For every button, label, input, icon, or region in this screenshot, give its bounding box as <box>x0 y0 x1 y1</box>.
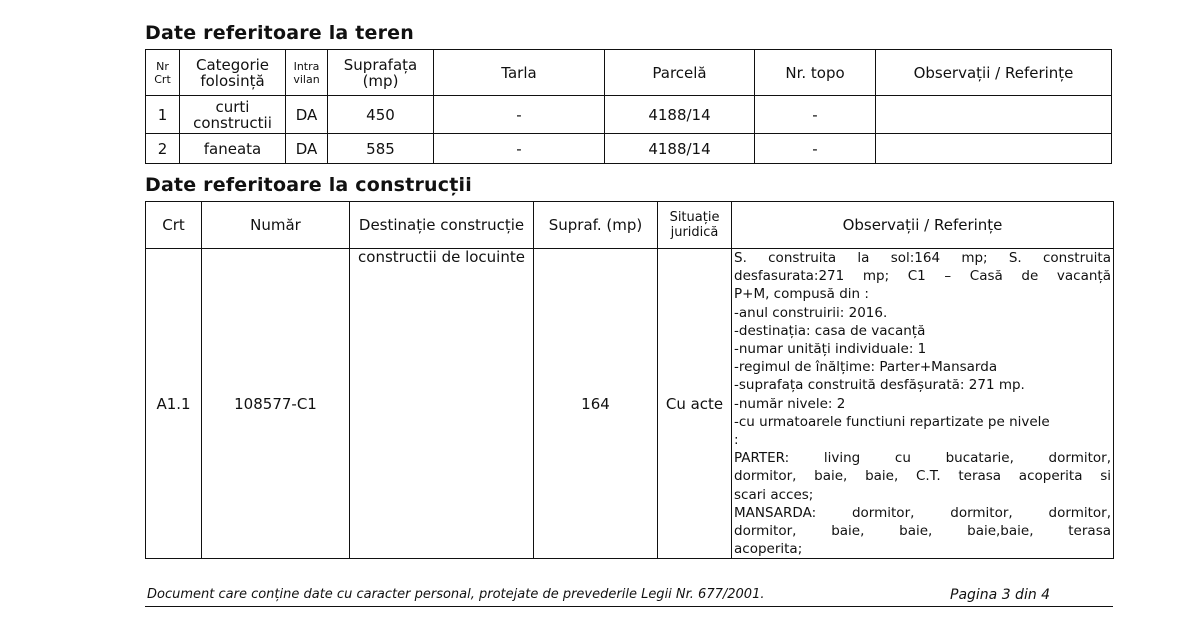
observatii-line: -cu urmatoarele functiuni repartizate pe nivele <box>734 413 1050 430</box>
teren-header-parcela: Parcelă <box>605 50 755 96</box>
teren-cell-nr: 2 <box>146 134 180 164</box>
observatii-line: scari acces; <box>734 486 814 503</box>
observatii-line: P+M, compusă din : <box>734 286 869 303</box>
teren-cell-suprafata: 450 <box>328 96 434 134</box>
teren-cell-suprafata: 585 <box>328 134 434 164</box>
observatii-line: acoperita; <box>734 541 803 558</box>
observatii-line: -numar unități individuale: 1 <box>734 341 927 358</box>
observatii-line: -anul construirii: 2016. <box>734 304 888 321</box>
teren-header-categorie: Categorie folosință <box>180 50 286 96</box>
teren-cell-parcela: 4188/14 <box>605 96 755 134</box>
observatii-line: MANSARDA: dormitor, dormitor, dormitor, <box>734 504 1111 521</box>
constructii-cell-numar: 108577-C1 <box>202 249 350 559</box>
teren-cell-observatii <box>876 96 1112 134</box>
teren-cell-parcela: 4188/14 <box>605 134 755 164</box>
constructii-header-situatie: Situație juridică <box>658 202 732 249</box>
observatii-line: PARTER: living cu bucatarie, dormitor, <box>734 450 1111 467</box>
constructii-header-supraf: Supraf. (mp) <box>534 202 658 249</box>
observatii-line: dormitor, baie, baie, baie,baie, terasa <box>734 523 1111 540</box>
teren-cell-intravilan: DA <box>286 134 328 164</box>
teren-header-tarla: Tarla <box>434 50 605 96</box>
constructii-table <box>145 201 1114 559</box>
constructii-cell-crt: A1.1 <box>146 249 202 559</box>
observatii-line: -regimul de înălțime: Parter+Mansarda <box>734 359 998 376</box>
teren-section-title: Date referitoare la teren <box>145 22 414 44</box>
constructii-cell-destinatie: constructii de locuinte <box>350 249 534 559</box>
teren-header-intravilan: Intra vilan <box>286 50 328 96</box>
constructii-section-title: Date referitoare la construcții <box>145 174 472 196</box>
observatii-line: S. construita la sol:164 mp; S. construita <box>734 250 1111 266</box>
constructii-header-crt: Crt <box>146 202 202 249</box>
constructii-header-destinatie: Destinație construcție <box>350 202 534 249</box>
teren-header-nr-topo: Nr. topo <box>755 50 876 96</box>
observatii-line: desfasurata:271 mp; C1 – Casă de vacanță <box>734 268 1111 285</box>
teren-header-row <box>146 50 1112 96</box>
observatii-line: -număr nivele: 2 <box>734 395 846 412</box>
constructii-cell-supraf: 164 <box>534 249 658 559</box>
footer-divider <box>145 606 1113 607</box>
teren-cell-intravilan: DA <box>286 96 328 134</box>
table-row <box>146 134 1112 164</box>
constructii-header-observatii: Observații / Referințe <box>732 202 1114 249</box>
teren-cell-tarla: - <box>434 96 605 134</box>
observatii-line: dormitor, baie, baie, C.T. terasa acoperita si <box>734 468 1111 485</box>
observatii-line: -suprafața construită desfășurată: 271 mp. <box>734 377 1025 394</box>
observatii-line: -destinația: casa de vacanță <box>734 322 926 339</box>
teren-table <box>145 49 1112 164</box>
teren-header-nr: Nr Crt <box>146 50 180 96</box>
observatii-line: : <box>734 432 739 449</box>
constructii-header-numar: Număr <box>202 202 350 249</box>
table-row <box>146 96 1112 134</box>
teren-cell-observatii <box>876 134 1112 164</box>
table-row <box>146 249 1114 559</box>
teren-cell-nr-topo: - <box>755 134 876 164</box>
teren-cell-tarla: - <box>434 134 605 164</box>
teren-cell-nr-topo: - <box>755 96 876 134</box>
teren-cell-categorie: curti constructii <box>180 96 286 134</box>
teren-header-observatii: Observații / Referințe <box>876 50 1112 96</box>
teren-cell-nr: 1 <box>146 96 180 134</box>
teren-cell-categorie: faneata <box>180 134 286 164</box>
footer-page-number: Pagina 3 din 4 <box>950 587 1051 603</box>
constructii-header-row <box>146 202 1114 249</box>
constructii-cell-observatii <box>732 249 1114 559</box>
constructii-cell-situatie: Cu acte <box>658 249 732 559</box>
footer-disclaimer: Document care conține date cu caracter personal, protejate de prevederile Legii Nr. 677/2001. <box>147 587 765 602</box>
teren-header-suprafata: Suprafața (mp) <box>328 50 434 96</box>
